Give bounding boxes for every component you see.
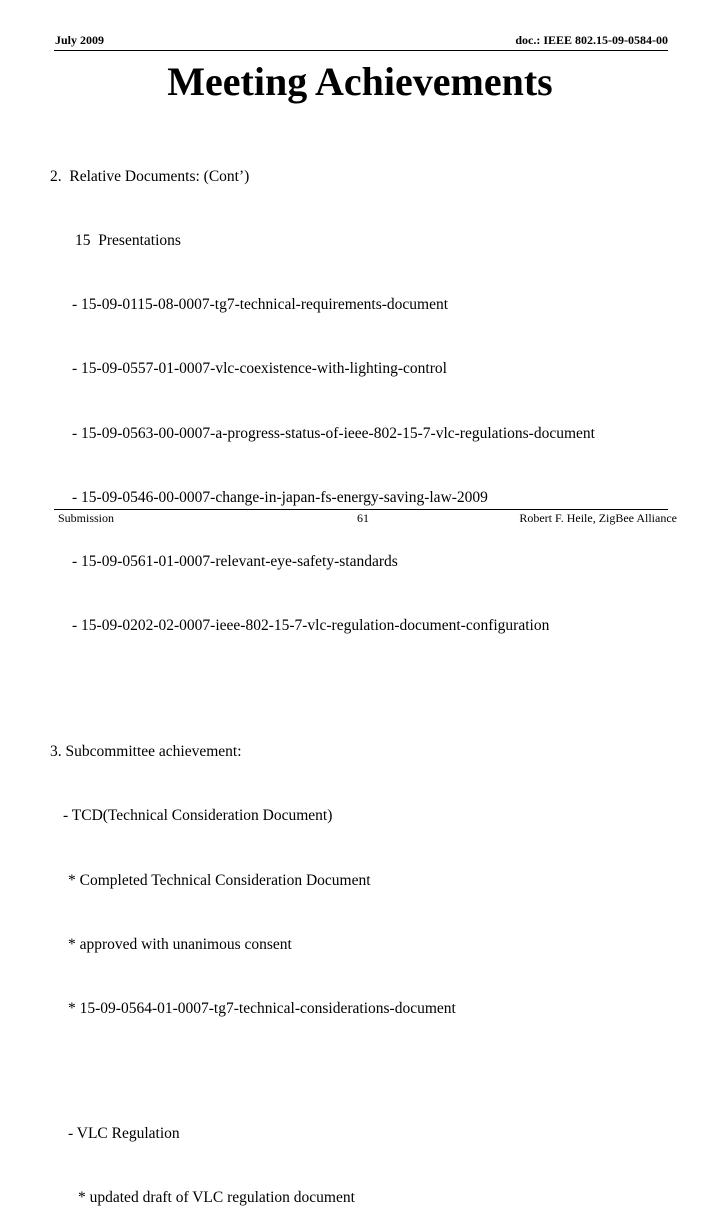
header-date: July 2009: [55, 33, 105, 47]
document-item: - 15-09-0115-08-0007-tg7-technical-requirements-document: [72, 296, 449, 314]
spacer: [50, 1062, 595, 1080]
footer-author: Robert F. Heile, ZigBee Alliance: [519, 511, 677, 525]
footer-submission: Submission: [58, 511, 115, 525]
tcd-bullet: * Completed Technical Consideration Document: [68, 871, 371, 889]
section2-subheading: 15 Presentations: [75, 232, 181, 250]
document-item: - 15-09-0202-02-0007-ieee-802-15-7-vlc-regulation-document-configuration: [72, 617, 550, 635]
slide-body: [50, 123, 595, 1230]
header-doc-id: doc.: IEEE 802.15-09-0584-00: [515, 33, 668, 47]
tcd-bullet: * approved with unanimous consent: [68, 935, 292, 953]
vlc-bullet: * updated draft of VLC regulation document: [78, 1189, 355, 1207]
slide-title: Meeting Achievements: [167, 59, 553, 104]
section3-heading: 3. Subcommittee achievement:: [50, 743, 242, 761]
vlc-label: - VLC Regulation: [68, 1125, 180, 1143]
tcd-bullet: * 15-09-0564-01-0007-tg7-technical-considerations-document: [68, 1000, 456, 1018]
document-item: - 15-09-0546-00-0007-change-in-japan-fs-energy-saving-law-2009: [72, 488, 488, 506]
header-divider: [54, 50, 668, 51]
footer-divider: [54, 509, 668, 510]
section2-heading: 2. Relative Documents: (Cont’): [50, 167, 250, 185]
document-item: - 15-09-0563-00-0007-a-progress-status-of-ieee-802-15-7-vlc-regulations-document: [72, 424, 595, 442]
document-item: - 15-09-0557-01-0007-vlc-coexistence-with-lighting-control: [72, 360, 447, 378]
spacer: [50, 679, 595, 698]
page-number: 61: [357, 511, 369, 525]
document-item: - 15-09-0561-01-0007-relevant-eye-safety-standards: [72, 553, 398, 571]
tcd-label: - TCD(Technical Consideration Document): [63, 807, 333, 825]
